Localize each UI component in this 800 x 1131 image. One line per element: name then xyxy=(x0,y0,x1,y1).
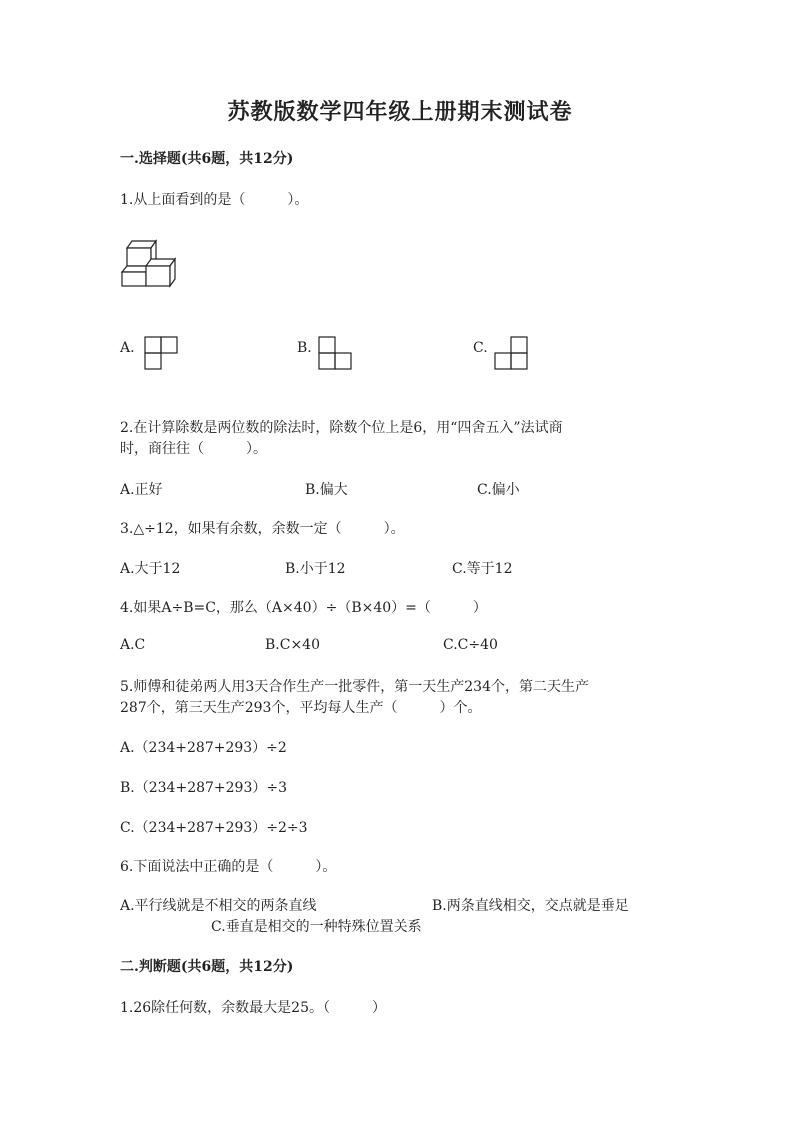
question-2-stem-line1: 2.在计算除数是两位数的除法时，除数个位上是6，用“四舍五入”法试商 xyxy=(120,420,563,436)
q6-option-a[interactable]: A.平行线就是不相交的两条直线 xyxy=(120,898,317,914)
q4-option-c[interactable]: C.C÷40 xyxy=(443,637,498,653)
q1-option-b[interactable]: B. xyxy=(297,340,312,356)
q3-option-b[interactable]: B.小于12 xyxy=(285,561,346,577)
q4-option-b[interactable]: B.C×40 xyxy=(265,637,320,653)
section-heading-choice: 一.选择题(共6题，共12分) xyxy=(120,151,294,167)
q3-option-a[interactable]: A.大于12 xyxy=(120,561,181,577)
q2-option-b[interactable]: B.偏大 xyxy=(305,482,348,498)
question-5-stem-line2: 287个，第三天生产293个，平均每人生产（ ）个。 xyxy=(120,700,482,716)
q5-option-c[interactable]: C.（234+287+293）÷2÷3 xyxy=(120,820,308,836)
judgment-1-stem: 1.26除任何数，余数最大是25。（ ） xyxy=(120,1000,386,1016)
question-2-stem-line2: 时，商往往（ ）。 xyxy=(120,441,267,457)
q1-option-a-figure xyxy=(143,335,179,371)
q6-option-b[interactable]: B.两条直线相交，交点就是垂足 xyxy=(432,898,629,914)
question-1-stem: 1.从上面看到的是（ ）。 xyxy=(120,192,309,208)
question-3-stem: 3.△÷12，如果有余数，余数一定（ ）。 xyxy=(120,521,405,537)
q4-option-a[interactable]: A.C xyxy=(120,637,146,653)
question-4-stem: 4.如果A÷B=C，那么（A×40）÷（B×40）=（ ） xyxy=(120,600,487,616)
section-heading-judgment: 二.判断题(共6题，共12分) xyxy=(120,959,294,975)
question-5-stem-line1: 5.师傅和徒弟两人用3天合作生产一批零件，第一天生产234个，第二天生产 xyxy=(120,679,589,695)
q2-option-c[interactable]: C.偏小 xyxy=(477,482,520,498)
q1-option-c-figure xyxy=(493,335,529,371)
q1-option-c[interactable]: C. xyxy=(473,340,488,356)
q3-option-c[interactable]: C.等于12 xyxy=(452,561,513,577)
question-6-stem: 6.下面说法中正确的是（ ）。 xyxy=(120,859,337,875)
q1-option-b-figure xyxy=(317,335,353,371)
q5-option-a[interactable]: A.（234+287+293）÷2 xyxy=(120,740,287,756)
q5-option-b[interactable]: B.（234+287+293）÷3 xyxy=(120,780,288,796)
q1-option-a[interactable]: A. xyxy=(120,340,135,356)
q2-option-a[interactable]: A.正好 xyxy=(120,482,163,498)
q6-option-c[interactable]: C.垂直是相交的一种特殊位置关系 xyxy=(211,919,422,935)
page-title: 苏教版数学四年级上册期末测试卷 xyxy=(227,99,573,125)
cube-stack-figure xyxy=(118,238,182,290)
